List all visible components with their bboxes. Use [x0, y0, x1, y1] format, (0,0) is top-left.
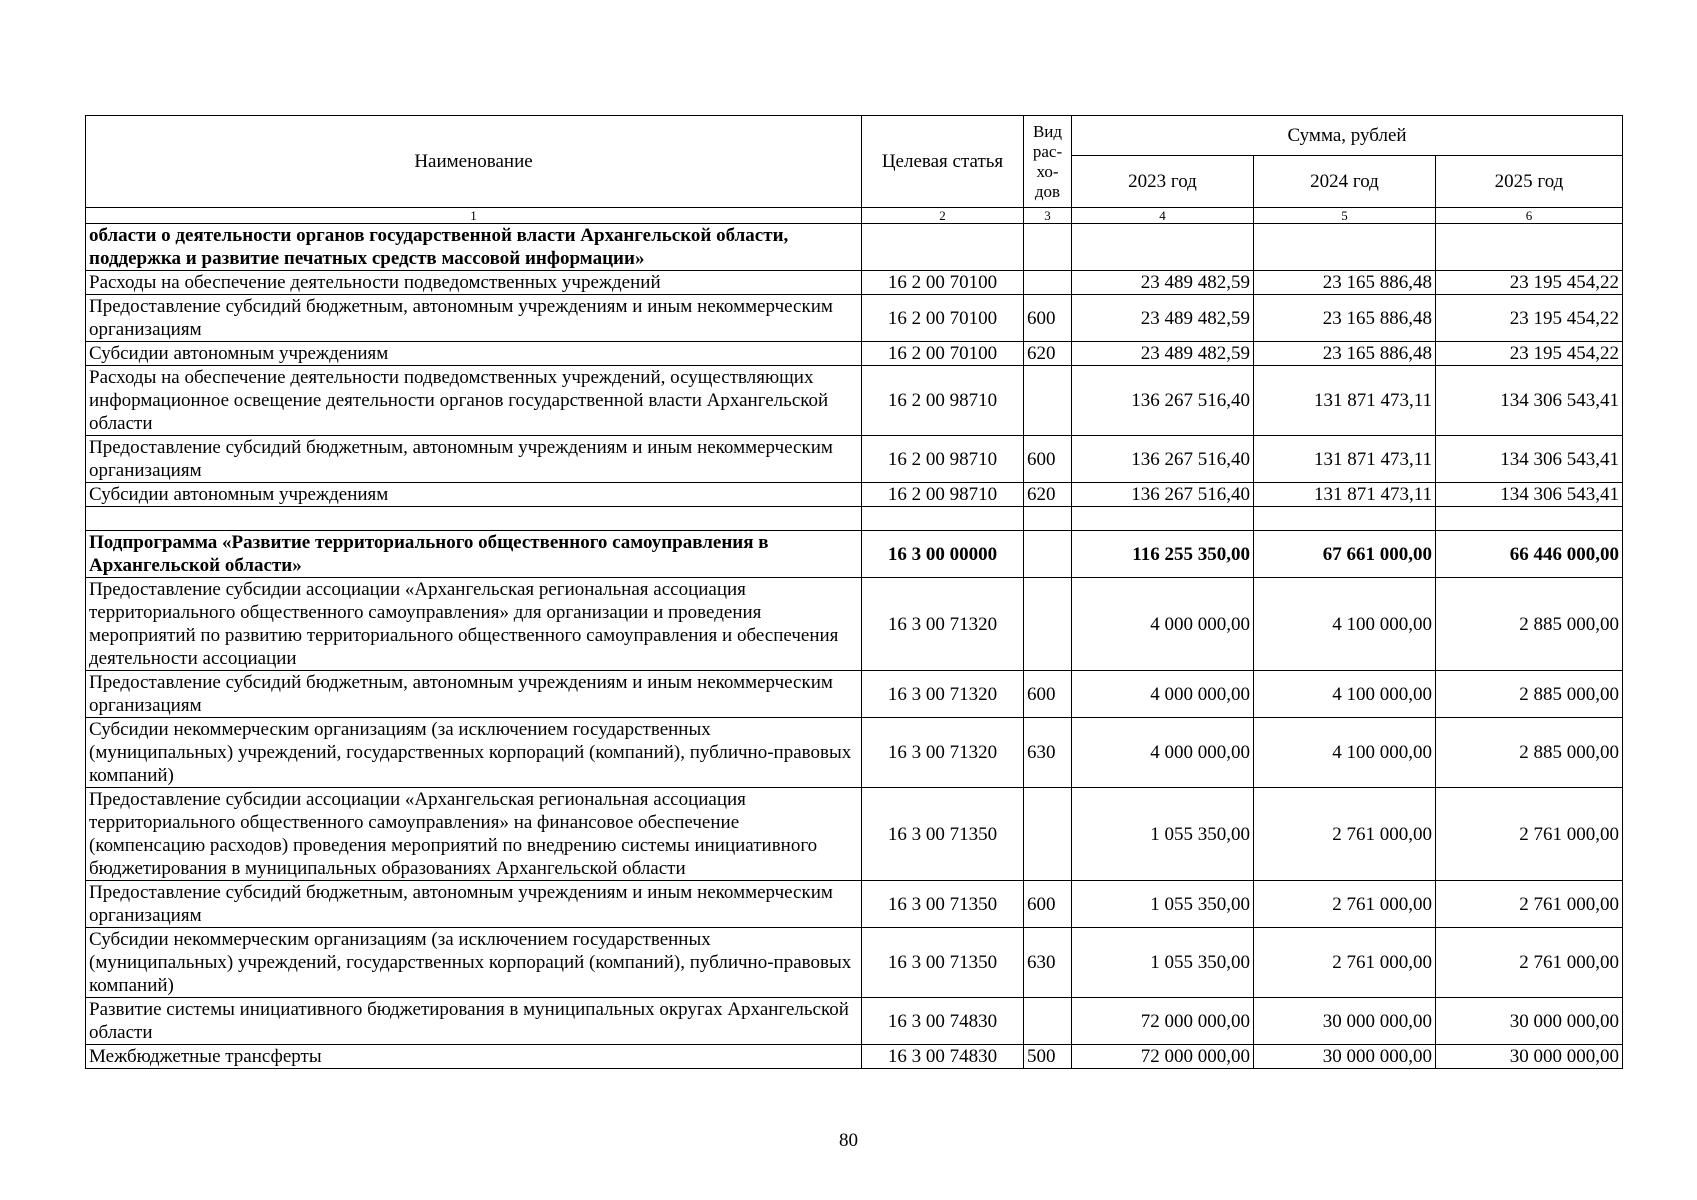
row-target-article: 16 3 00 74830 [862, 998, 1024, 1045]
column-number-row [86, 208, 1623, 224]
row-amount-2024: 67 661 000,00 [1254, 531, 1436, 578]
row-expense-type: 600 [1024, 671, 1072, 718]
table-row [86, 224, 1623, 271]
row-expense-type [1024, 271, 1072, 295]
row-expense-type: 600 [1024, 881, 1072, 928]
row-name: Расходы на обеспечение деятельности подведомственных учреждений, осуществляющих информационное освещение деятельности органов государственной власти Архангельской области [86, 366, 862, 436]
table-row [86, 295, 1623, 342]
row-name: Субсидии некоммерческим организациям (за исключением государственных (муниципальных) учреждений, государственных корпораций (компаний), публично-правовых компаний) [86, 928, 862, 998]
row-amount-2024: 2 761 000,00 [1254, 928, 1436, 998]
row-amount-2024: 4 100 000,00 [1254, 718, 1436, 788]
row-name: Субсидии автономным учреждениям [86, 342, 862, 366]
row-amount-2023: 1 055 350,00 [1072, 881, 1254, 928]
header-expense-type: Вид рас-хо-дов [1024, 116, 1072, 208]
table-row [86, 881, 1623, 928]
row-target-article: 16 3 00 71350 [862, 928, 1024, 998]
row-amount-2025: 23 195 454,22 [1436, 295, 1623, 342]
row-expense-type [1024, 578, 1072, 671]
row-amount-2025: 30 000 000,00 [1436, 998, 1623, 1045]
row-amount-2025: 134 306 543,41 [1436, 366, 1623, 436]
row-expense-type [1024, 531, 1072, 578]
row-amount-2023: 136 267 516,40 [1072, 436, 1254, 483]
row-name: Предоставление субсидии ассоциации «Архангельская региональная ассоциация территориального общественного самоуправления» для организации и проведения мероприятий по развитию территориального общественного самоуправления и обеспечения деятельности ассоциации [86, 578, 862, 671]
row-amount-2023: 23 489 482,59 [1072, 295, 1254, 342]
row-target-article: 16 2 00 98710 [862, 366, 1024, 436]
row-expense-type [1024, 998, 1072, 1045]
row-amount-2023: 136 267 516,40 [1072, 483, 1254, 507]
row-amount-2024: 4 100 000,00 [1254, 578, 1436, 671]
row-amount-2024: 23 165 886,48 [1254, 342, 1436, 366]
row-amount-2023: 136 267 516,40 [1072, 366, 1254, 436]
column-number: 1 [86, 208, 862, 224]
row-amount-2023: 1 055 350,00 [1072, 928, 1254, 998]
row-amount-2025: 2 761 000,00 [1436, 881, 1623, 928]
column-number: 3 [1024, 208, 1072, 224]
row-expense-type: 600 [1024, 295, 1072, 342]
row-amount-2023: 4 000 000,00 [1072, 671, 1254, 718]
row-expense-type [1024, 366, 1072, 436]
table-body [86, 224, 1623, 1069]
table-row [86, 671, 1623, 718]
row-amount-2024: 23 165 886,48 [1254, 271, 1436, 295]
row-amount-2023: 23 489 482,59 [1072, 342, 1254, 366]
row-name: области о деятельности органов государственной власти Архангельской области, поддержка и развитие печатных средств массовой информации» [86, 224, 862, 271]
row-expense-type: 600 [1024, 436, 1072, 483]
row-amount-2024: 23 165 886,48 [1254, 295, 1436, 342]
row-amount-2025: 2 761 000,00 [1436, 928, 1623, 998]
row-amount-2024: 131 871 473,11 [1254, 483, 1436, 507]
row-target-article: 16 3 00 71320 [862, 578, 1024, 671]
column-number: 5 [1254, 208, 1436, 224]
row-name: Субсидии некоммерческим организациям (за исключением государственных (муниципальных) учреждений, государственных корпораций (компаний), публично-правовых компаний) [86, 718, 862, 788]
row-amount-2025: 2 761 000,00 [1436, 788, 1623, 881]
row-expense-type [1024, 224, 1072, 271]
row-amount-2025: 134 306 543,41 [1436, 436, 1623, 483]
table-row [86, 788, 1623, 881]
table-row [86, 718, 1623, 788]
row-amount-2025: 134 306 543,41 [1436, 483, 1623, 507]
column-number: 4 [1072, 208, 1254, 224]
table-row [86, 366, 1623, 436]
row-amount-2024: 2 761 000,00 [1254, 788, 1436, 881]
row-name: Предоставление субсидий бюджетным, автономным учреждениям и иным некоммерческим организациям [86, 295, 862, 342]
row-amount-2023: 116 255 350,00 [1072, 531, 1254, 578]
row-amount-2024 [1254, 507, 1436, 531]
row-amount-2025 [1436, 224, 1623, 271]
table-row [86, 998, 1623, 1045]
row-expense-type: 620 [1024, 342, 1072, 366]
row-target-article [862, 224, 1024, 271]
table-row [86, 578, 1623, 671]
row-amount-2024: 30 000 000,00 [1254, 998, 1436, 1045]
row-amount-2023: 4 000 000,00 [1072, 578, 1254, 671]
column-number: 2 [862, 208, 1024, 224]
row-target-article: 16 2 00 70100 [862, 271, 1024, 295]
row-amount-2023: 23 489 482,59 [1072, 271, 1254, 295]
row-target-article: 16 3 00 71320 [862, 671, 1024, 718]
column-number: 6 [1436, 208, 1623, 224]
row-amount-2025: 23 195 454,22 [1436, 271, 1623, 295]
row-target-article: 16 3 00 71320 [862, 718, 1024, 788]
row-amount-2024: 131 871 473,11 [1254, 436, 1436, 483]
row-name: Расходы на обеспечение деятельности подведомственных учреждений [86, 271, 862, 295]
row-name: Предоставление субсидии ассоциации «Архангельская региональная ассоциация территориального общественного самоуправления» на финансовое обеспечение (компенсацию расходов) проведения мероприятий по внедрению системы инициативного бюджетирования в муниципальных образованиях Архангельской области [86, 788, 862, 881]
row-expense-type [1024, 507, 1072, 531]
row-target-article: 16 2 00 70100 [862, 295, 1024, 342]
row-name: Предоставление субсидий бюджетным, автономным учреждениям и иным некоммерческим организациям [86, 671, 862, 718]
row-amount-2025: 66 446 000,00 [1436, 531, 1623, 578]
row-amount-2025: 30 000 000,00 [1436, 1045, 1623, 1069]
row-name: Предоставление субсидий бюджетным, автономным учреждениям и иным некоммерческим организациям [86, 436, 862, 483]
row-target-article: 16 2 00 98710 [862, 483, 1024, 507]
table-row [86, 483, 1623, 507]
row-amount-2023 [1072, 507, 1254, 531]
row-expense-type [1024, 788, 1072, 881]
header-target-article: Целевая статья [862, 116, 1024, 208]
row-amount-2023: 1 055 350,00 [1072, 788, 1254, 881]
row-amount-2025 [1436, 507, 1623, 531]
row-expense-type: 500 [1024, 1045, 1072, 1069]
row-amount-2023: 72 000 000,00 [1072, 998, 1254, 1045]
row-name: Предоставление субсидий бюджетным, автономным учреждениям и иным некоммерческим организациям [86, 881, 862, 928]
row-amount-2024: 2 761 000,00 [1254, 881, 1436, 928]
header-year-2025: 2025 год [1436, 156, 1623, 208]
row-target-article: 16 3 00 00000 [862, 531, 1024, 578]
row-target-article: 16 3 00 74830 [862, 1045, 1024, 1069]
row-amount-2025: 2 885 000,00 [1436, 578, 1623, 671]
table-row [86, 507, 1623, 531]
row-amount-2025: 23 195 454,22 [1436, 342, 1623, 366]
row-amount-2023 [1072, 224, 1254, 271]
row-amount-2025: 2 885 000,00 [1436, 671, 1623, 718]
row-amount-2024: 131 871 473,11 [1254, 366, 1436, 436]
row-name: Подпрограмма «Развитие территориального общественного самоуправления в Архангельской области» [86, 531, 862, 578]
row-amount-2025: 2 885 000,00 [1436, 718, 1623, 788]
table-row [86, 342, 1623, 366]
row-expense-type: 620 [1024, 483, 1072, 507]
row-target-article: 16 2 00 98710 [862, 436, 1024, 483]
table-row [86, 928, 1623, 998]
header-year-2023: 2023 год [1072, 156, 1254, 208]
row-name: Субсидии автономным учреждениям [86, 483, 862, 507]
row-amount-2024 [1254, 224, 1436, 271]
table-row [86, 271, 1623, 295]
row-amount-2023: 72 000 000,00 [1072, 1045, 1254, 1069]
table-row [86, 436, 1623, 483]
page-number: 80 [839, 1130, 858, 1151]
budget-table [85, 115, 1623, 1069]
row-target-article: 16 3 00 71350 [862, 881, 1024, 928]
row-expense-type: 630 [1024, 928, 1072, 998]
header-year-2024: 2024 год [1254, 156, 1436, 208]
row-name [86, 507, 862, 531]
row-target-article: 16 3 00 71350 [862, 788, 1024, 881]
row-target-article: 16 2 00 70100 [862, 342, 1024, 366]
table-row [86, 1045, 1623, 1069]
table-row [86, 531, 1623, 578]
row-name: Межбюджетные трансферты [86, 1045, 862, 1069]
row-amount-2024: 30 000 000,00 [1254, 1045, 1436, 1069]
header-sum: Сумма, рублей [1072, 116, 1623, 156]
row-amount-2024: 4 100 000,00 [1254, 671, 1436, 718]
header-name: Наименование [86, 116, 862, 208]
row-amount-2023: 4 000 000,00 [1072, 718, 1254, 788]
row-expense-type: 630 [1024, 718, 1072, 788]
row-target-article [862, 507, 1024, 531]
row-name: Развитие системы инициативного бюджетирования в муниципальных округах Архангельской области [86, 998, 862, 1045]
